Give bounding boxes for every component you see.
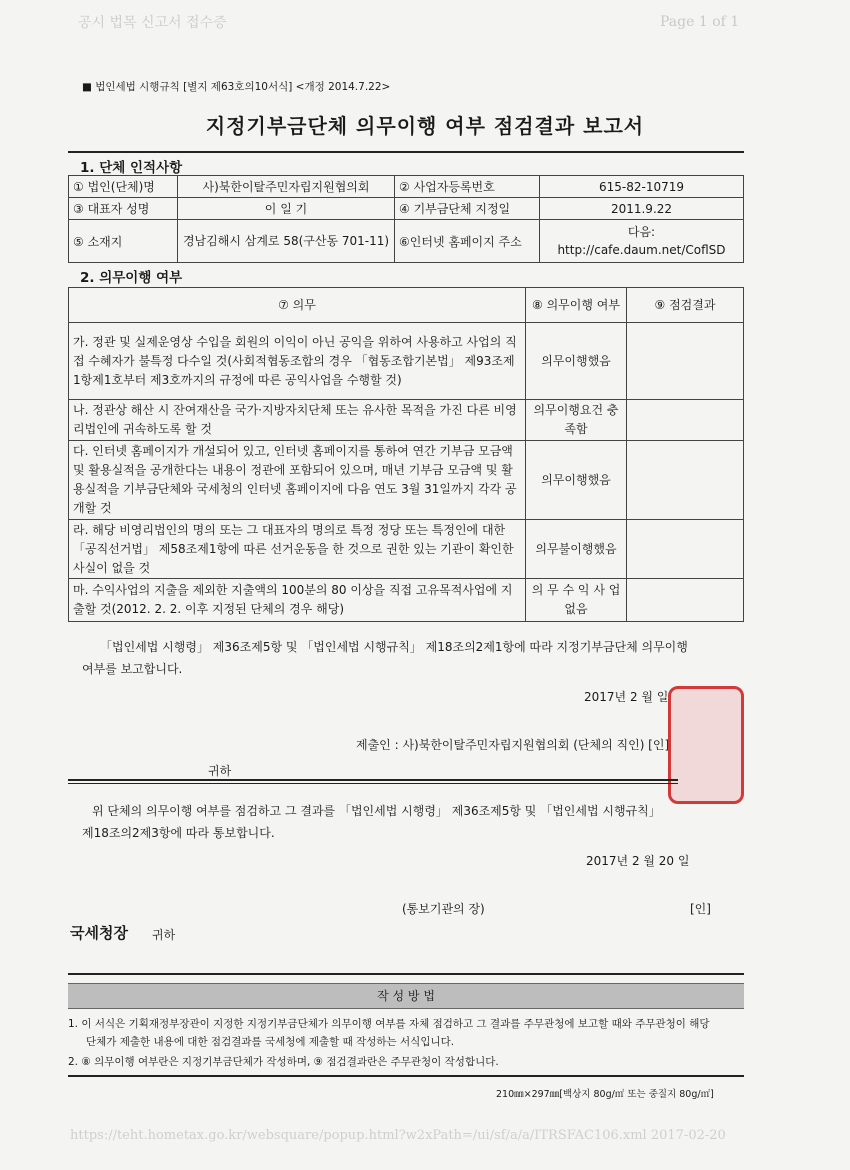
notify-line-1: 위 단체의 의무이행 여부를 점검하고 그 결과를 「법인세법 시행령」 제36조제5항 및 「법인세법 시행규칙」 bbox=[92, 804, 661, 818]
notify-recipient-suffix: 귀하 bbox=[152, 928, 176, 942]
status-cell: 의무이행했음 bbox=[526, 323, 627, 400]
report-line-1: 「법인세법 시행령」 제36조제5항 및 「법인세법 시행규칙」 제18조의2제1항에 따라 지정기부금단체 의무이행 bbox=[100, 640, 688, 654]
label-org-name: ① 법인(단체)명 bbox=[69, 176, 178, 198]
header-status: ⑧ 의무이행 여부 bbox=[526, 288, 627, 323]
label-homepage: ⑥인터넷 홈페이지 주소 bbox=[395, 220, 540, 263]
status-cell: 의무이행했음 bbox=[526, 441, 627, 520]
page-title: 지정기부금단체 의무이행 여부 점검결과 보고서 bbox=[205, 114, 645, 138]
value-rep-name: 이 일 기 bbox=[178, 198, 395, 220]
divider-rule-thin bbox=[68, 783, 678, 784]
value-address: 경남김해시 삼계로 58(구산동 701-11) bbox=[178, 220, 395, 263]
table-row bbox=[69, 323, 744, 400]
section2-title: 2. 의무이행 여부 bbox=[80, 270, 183, 286]
report-line-2: 여부를 보고합니다. bbox=[82, 662, 183, 676]
ghost-page-number: Page 1 of 1 bbox=[660, 14, 740, 30]
table-row bbox=[69, 220, 744, 263]
report-recipient: 귀하 bbox=[208, 764, 232, 778]
notify-seal-mark: [인] bbox=[690, 902, 711, 916]
result-cell bbox=[627, 579, 744, 622]
duty-cell: 다. 인터넷 홈페이지가 개설되어 있고, 인터넷 홈페이지를 통하여 연간 기부금 모금액 및 활용실적을 공개한다는 내용이 정관에 포함되어 있으며, 매년 기부금 모금액 및 활용실적을 기부금단체와 국세청의 인터넷 홈페이지에 다음 연도 3월 31일까지 각각 공개할 것 bbox=[69, 441, 526, 520]
table-row bbox=[69, 176, 744, 198]
notify-date: 2017년 2 월 20 일 bbox=[586, 854, 690, 868]
notify-line-2: 제18조의2제3항에 따라 통보합니다. bbox=[82, 826, 275, 840]
table-header-row bbox=[69, 288, 744, 323]
label-address: ⑤ 소재지 bbox=[69, 220, 178, 263]
table-row bbox=[69, 198, 744, 220]
status-cell: 의무불이행했음 bbox=[526, 520, 627, 579]
duty-cell: 마. 수익사업의 지출을 제외한 지출액의 100분의 80 이상을 직접 고유목적사업에 지출할 것(2012. 2. 2. 이후 지정된 단체의 경우 해당) bbox=[69, 579, 526, 622]
guide-item-1a: 1. 이 서식은 기획재정부장관이 지정한 지정기부금단체가 의무이행 여부를 자체 점검하고 그 결과를 주무관청에 보고할 때와 주무관청이 해당 bbox=[68, 1018, 710, 1030]
label-rep-name: ③ 대표자 성명 bbox=[69, 198, 178, 220]
notify-agency: (통보기관의 장) bbox=[402, 902, 485, 916]
guide-item-2: 2. ⑧ 의무이행 여부란은 지정기부금단체가 작성하며, ⑨ 점검결과란은 주무관청이 작성합니다. bbox=[68, 1056, 499, 1068]
obligation-table bbox=[68, 287, 744, 622]
table-row bbox=[69, 400, 744, 441]
status-cell: 의무이행요건 충족함 bbox=[526, 400, 627, 441]
result-cell bbox=[627, 400, 744, 441]
section1-title: 1. 단체 인적사항 bbox=[80, 160, 183, 176]
label-designation-date: ④ 기부금단체 지정일 bbox=[395, 198, 540, 220]
ghost-footer-url: https://teht.hometax.go.kr/websquare/popup.html?w2xPath=/ui/sf/a/a/ITRSFAC106.xml 2017-02-20 bbox=[70, 1128, 726, 1143]
homepage-provider: 다음: bbox=[627, 225, 656, 239]
table-row bbox=[69, 579, 744, 622]
duty-cell: 나. 정관상 해산 시 잔여재산을 국가·지방자치단체 또는 유사한 목적을 가진 다른 비영리법인에 귀속하도록 할 것 bbox=[69, 400, 526, 441]
result-cell bbox=[627, 323, 744, 400]
value-designation-date: 2011.9.22 bbox=[540, 198, 744, 220]
organization-info-table bbox=[68, 175, 744, 263]
ghost-header-text: 공시 법목 신고서 접수증 bbox=[78, 15, 227, 31]
result-cell bbox=[627, 441, 744, 520]
notify-recipient: 국세청장 bbox=[70, 924, 128, 942]
guide-bottom-rule bbox=[68, 1075, 744, 1077]
official-seal-stamp bbox=[668, 686, 744, 804]
guide-item-1b: 단체가 제출한 내용에 대한 점검결과를 국세청에 제출할 때 작성하는 서식입니다. bbox=[86, 1036, 455, 1048]
duty-cell: 라. 해당 비영리법인의 명의 또는 그 대표자의 명의로 특정 정당 또는 특정인에 대한 「공직선거법」 제58조제1항에 따른 선거운동을 한 것으로 권한 있는 기관이 확인한 사실이 없을 것 bbox=[69, 520, 526, 579]
title-rule bbox=[68, 151, 744, 153]
duty-cell: 가. 정관 및 실제운영상 수입을 회원의 이익이 아닌 공익을 위하여 사용하고 사업의 직접 수혜자가 불특정 다수일 것(사회적협동조합의 경우 「협동조합기본법」 제93조제1항제1호부터 제3호까지의 규정에 따른 공익사업을 수행할 것) bbox=[69, 323, 526, 400]
result-cell bbox=[627, 520, 744, 579]
guide-title: 작 성 방 법 bbox=[68, 983, 744, 1009]
value-biz-no: 615-82-10719 bbox=[540, 176, 744, 198]
header-result: ⑨ 점검결과 bbox=[627, 288, 744, 323]
guide-top-rule bbox=[68, 973, 744, 975]
label-biz-no: ② 사업자등록번호 bbox=[395, 176, 540, 198]
value-homepage bbox=[540, 220, 744, 263]
value-org-name: 사)북한이탈주민자립지원협의회 bbox=[178, 176, 395, 198]
form-number: ■ 법인세법 시행규칙 [별지 제63호의10서식] <개정 2014.7.22> bbox=[82, 81, 391, 93]
homepage-url: http://cafe.daum.net/CoflSD bbox=[557, 243, 726, 257]
table-row bbox=[69, 441, 744, 520]
status-cell: 의 무 수 익 사 업 없음 bbox=[526, 579, 627, 622]
submitter: 제출인 : 사)북한이탈주민자립지원협의회 (단체의 직인) [인] bbox=[356, 738, 670, 752]
table-row bbox=[69, 520, 744, 579]
report-date: 2017년 2 월 일 bbox=[584, 690, 669, 704]
header-duty: ⑦ 의무 bbox=[69, 288, 526, 323]
paper-size-note: 210㎜×297㎜[백상지 80g/㎡ 또는 중질지 80g/㎡] bbox=[496, 1089, 714, 1100]
divider-rule bbox=[68, 779, 678, 781]
